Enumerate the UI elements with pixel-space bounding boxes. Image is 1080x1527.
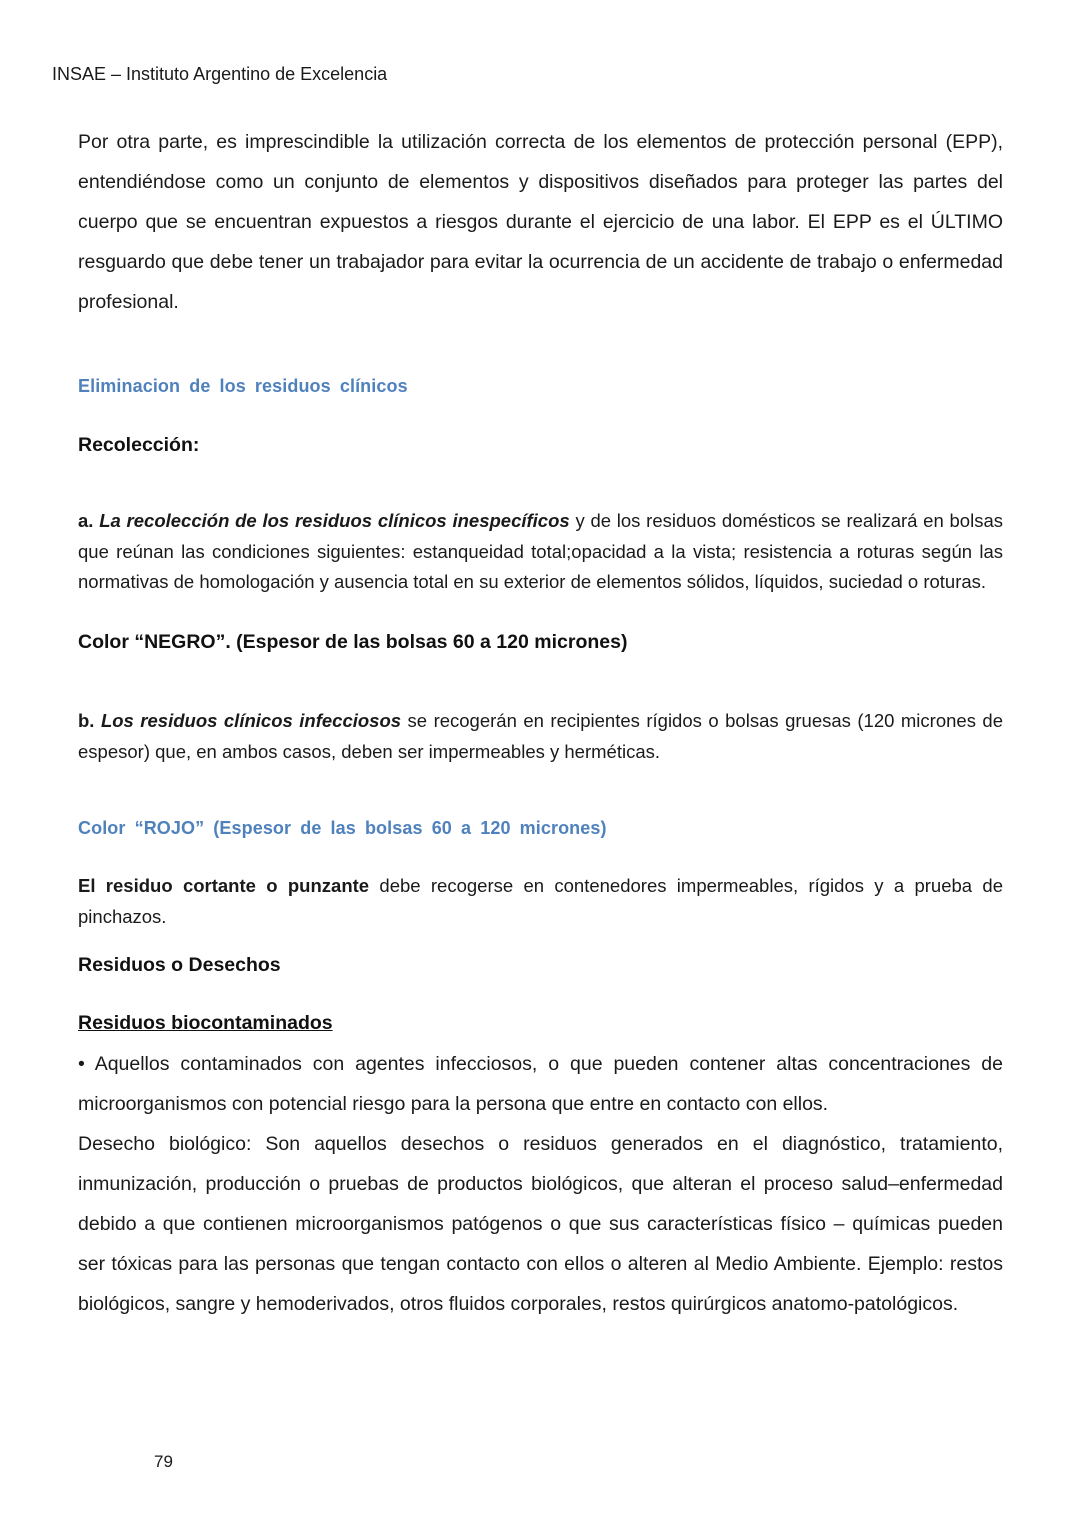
bullet-text: Aquellos contaminados con agentes infecciosos, o que pueden contener altas concentraciones de microorganismos con potencial riesgo para la persona que entre en contacto con ellos. [78, 1053, 1003, 1115]
color-negro-line [78, 631, 627, 654]
item-b-paragraph [78, 706, 1003, 767]
item-a-paragraph [78, 506, 1003, 598]
biological-waste-paragraph: Desecho biológico: Son aquellos desechos o residuos generados en el diagnóstico, tratamiento, inmunización, producción o pruebas de productos biológicos, que alteran el proceso salud–enfermedad debido a que contienen microorganismos patógenos o que sus características físico – químicas pueden ser tóxicas para las personas que tengan contacto con ellos o alteren al Medio Ambiente. Ejemplo: restos biológicos, sangre y hemoderivados, otros fluidos corporales, restos quirúrgicos anatomo-patológicos. [78, 1133, 1003, 1315]
item-a-text: y de los residuos domésticos se realizará en bolsas que reúnan las condiciones siguientes: estanqueidad total;opacidad a la vista; resistencia a roturas según las normativas de homologación y ausencia total en su exterior de elementos sólidos, líquidos, suciedad o roturas. [78, 510, 1003, 592]
page-header: INSAE – Instituto Argentino de Excelencia [52, 64, 388, 84]
item-b-label: b. [78, 710, 95, 731]
subtitle-biocontaminados: Residuos biocontaminados [78, 1012, 333, 1034]
bullet-icon: • [78, 1053, 85, 1075]
item-b-emphasis: Los residuos clínicos infecciosos [100, 710, 402, 731]
item-a-label: a. [78, 510, 94, 531]
sharp-waste-paragraph [78, 871, 1003, 932]
bullet-paragraph [78, 1044, 1003, 1124]
page-number: 79 [154, 1452, 173, 1471]
section-title-waste: Residuos o Desechos [78, 954, 281, 976]
sharp-waste-text: debe recogerse en contenedores impermeables, rígidos y a prueba de pinchazos. [78, 875, 1003, 927]
color-rojo-line: Color “ROJO” (Espesor de las bolsas 60 a 120 micrones) [78, 818, 607, 838]
color-negro-prefix: Color “NEGRO” [78, 631, 226, 653]
sharp-waste-emphasis: El residuo cortante o punzante [78, 875, 370, 896]
color-negro-suffix: . (Espesor de las bolsas 60 a 120 micrones) [225, 631, 628, 653]
item-b-text: se recogerán en recipientes rígidos o bolsas gruesas (120 micrones de espesor) que, en ambos casos, deben ser impermeables y herméticas. [78, 710, 1004, 762]
section-title-elimination: Eliminacion de los residuos clínicos [78, 376, 408, 396]
subtitle-recoleccion: Recolección: [78, 434, 200, 456]
item-a-emphasis: La recolección de los residuos clínicos inespecíficos [99, 510, 570, 531]
intro-paragraph: Por otra parte, es imprescindible la utilización correcta de los elementos de protección personal (EPP), entendiéndose como un conjunto de elementos y dispositivos diseñados para proteger las partes del cuerpo que se encuentran expuestos a riesgos durante el ejercicio de una labor. El EPP es el ÚLTIMO resguardo que debe tener un trabajador para evitar la ocurrencia de un accidente de trabajo o enfermedad profesional. [78, 131, 1003, 313]
